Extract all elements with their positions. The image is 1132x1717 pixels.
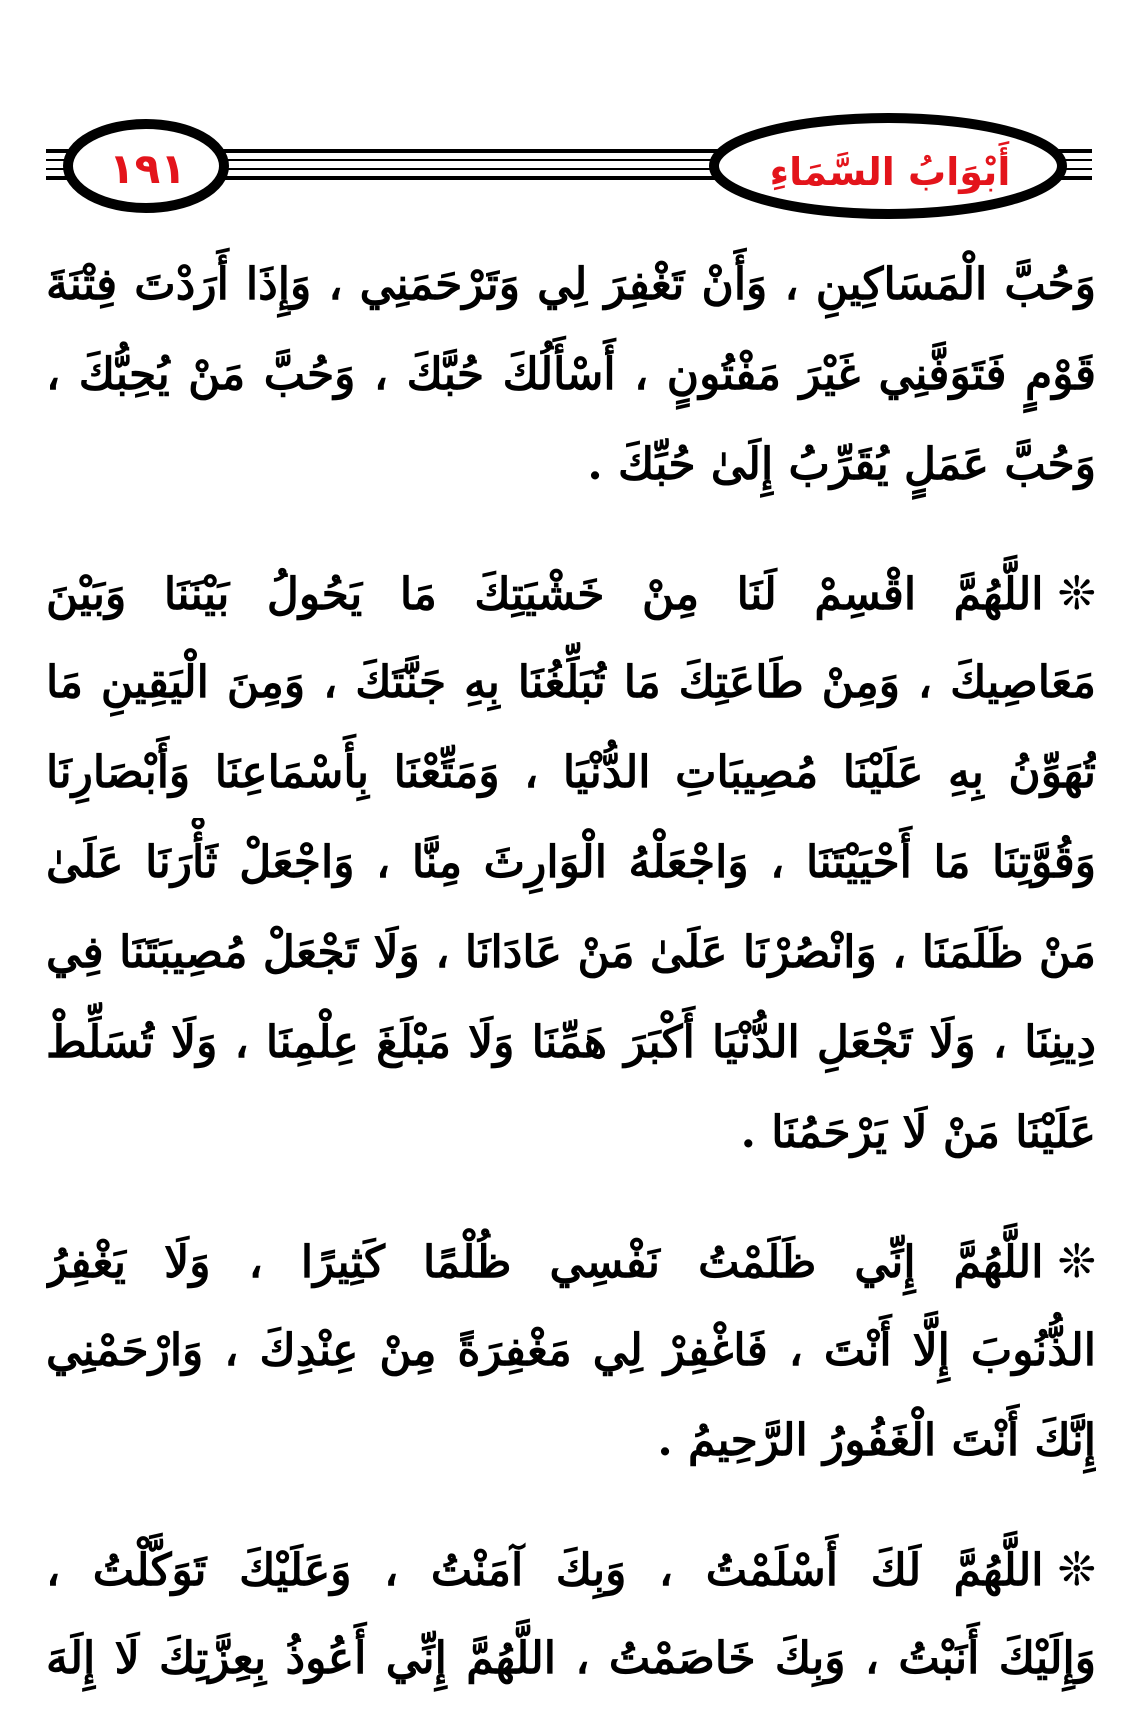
paragraph [46, 1524, 1096, 1704]
text-line: تُهَوِّنُ بِهِ عَلَيْنَا مُصِيبَاتِ الدُّنْيَا ، وَمَتِّعْنَا بِأَسْمَاعِنَا وَأَبْصَارِنَا [46, 747, 1096, 798]
page-number: ١٩١ [109, 143, 186, 193]
flower-ornament-icon: ❊ [1057, 1234, 1096, 1288]
paragraph-gap [46, 1486, 1096, 1524]
text-line: وَإِلَيْكَ أَنَبْتُ ، وَبِكَ خَاصَمْتُ ، اللَّهُمَّ إِنِّي أَعُوذُ بِعِزَّتِكَ لَا إِلَهَ [46, 1633, 1096, 1684]
text-line: الذُّنُوبَ إِلَّا أَنْتَ ، فَاغْفِرْ لِي مَغْفِرَةً مِنْ عِنْدِكَ ، وَارْحَمْنِي [46, 1325, 1096, 1376]
text-line-content: اللَّهُمَّ إِنِّي ظَلَمْتُ نَفْسِي ظُلْمًا كَثِيرًا ، وَلَا يَغْفِرُ [46, 1237, 1044, 1288]
text-line: دِينِنَا ، وَلَا تَجْعَلِ الدُّنْيَا أَكْبَرَ هَمِّنَا وَلَا مَبْلَغَ عِلْمِنَا ، وَلَا تُسَلِّطْ [46, 1017, 1096, 1068]
running-title: أَبْوَابُ السَّمَاءِ [769, 150, 1011, 194]
page-header [0, 0, 1132, 240]
text-line: مَنْ ظَلَمَنَا ، وَانْصُرْنَا عَلَىٰ مَنْ عَادَانَا ، وَلَا تَجْعَلْ مُصِيبَتَنَا فِي [46, 927, 1096, 978]
text-line [46, 548, 1096, 638]
text-line [46, 1216, 1096, 1306]
flower-ornament-icon: ❊ [1057, 566, 1096, 620]
paragraph [46, 548, 1096, 1178]
text-line: وَحُبَّ الْمَسَاكِينِ ، وَأَنْ تَغْفِرَ لِي وَتَرْحَمَنِي ، وَإِذَا أَرَدْتَ فِتْنَةَ [46, 259, 1096, 310]
text-line-content: اللَّهُمَّ اقْسِمْ لَنَا مِنْ خَشْيَتِكَ مَا يَحُولُ بَيْنَنَا وَبَيْنَ [46, 569, 1044, 620]
text-line [46, 1524, 1096, 1614]
paragraph [46, 1216, 1096, 1486]
text-line: إِنَّكَ أَنْتَ الْغَفُورُ الرَّحِيمُ . [657, 1415, 1096, 1466]
text-line: وَحُبَّ عَمَلٍ يُقَرِّبُ إِلَىٰ حُبِّكَ . [587, 439, 1096, 490]
text-line: عَلَيْنَا مَنْ لَا يَرْحَمُنَا . [740, 1107, 1096, 1158]
paragraph-gap [46, 510, 1096, 548]
body-text [46, 240, 1096, 1704]
text-line-content: اللَّهُمَّ لَكَ أَسْلَمْتُ ، وَبِكَ آمَنْتُ ، وَعَلَيْكَ تَوَكَّلْتُ ، [46, 1545, 1044, 1596]
text-line: وَقُوَّتِنَا مَا أَحْيَيْتَنَا ، وَاجْعَلْهُ الْوَارِثَ مِنَّا ، وَاجْعَلْ ثَأْرَنَا عَلَىٰ [46, 837, 1096, 888]
paragraph [46, 240, 1096, 510]
flower-ornament-icon: ❊ [1057, 1542, 1096, 1596]
text-line: قَوْمٍ فَتَوَفَّنِي غَيْرَ مَفْتُونٍ ، أَسْأَلُكَ حُبَّكَ ، وَحُبَّ مَنْ يُحِبُّكَ ، [46, 349, 1096, 400]
paragraph-gap [46, 1178, 1096, 1216]
text-line: مَعَاصِيكَ ، وَمِنْ طَاعَتِكَ مَا تُبَلِّغُنَا بِهِ جَنَّتَكَ ، وَمِنَ الْيَقِينِ مَا [46, 657, 1096, 708]
